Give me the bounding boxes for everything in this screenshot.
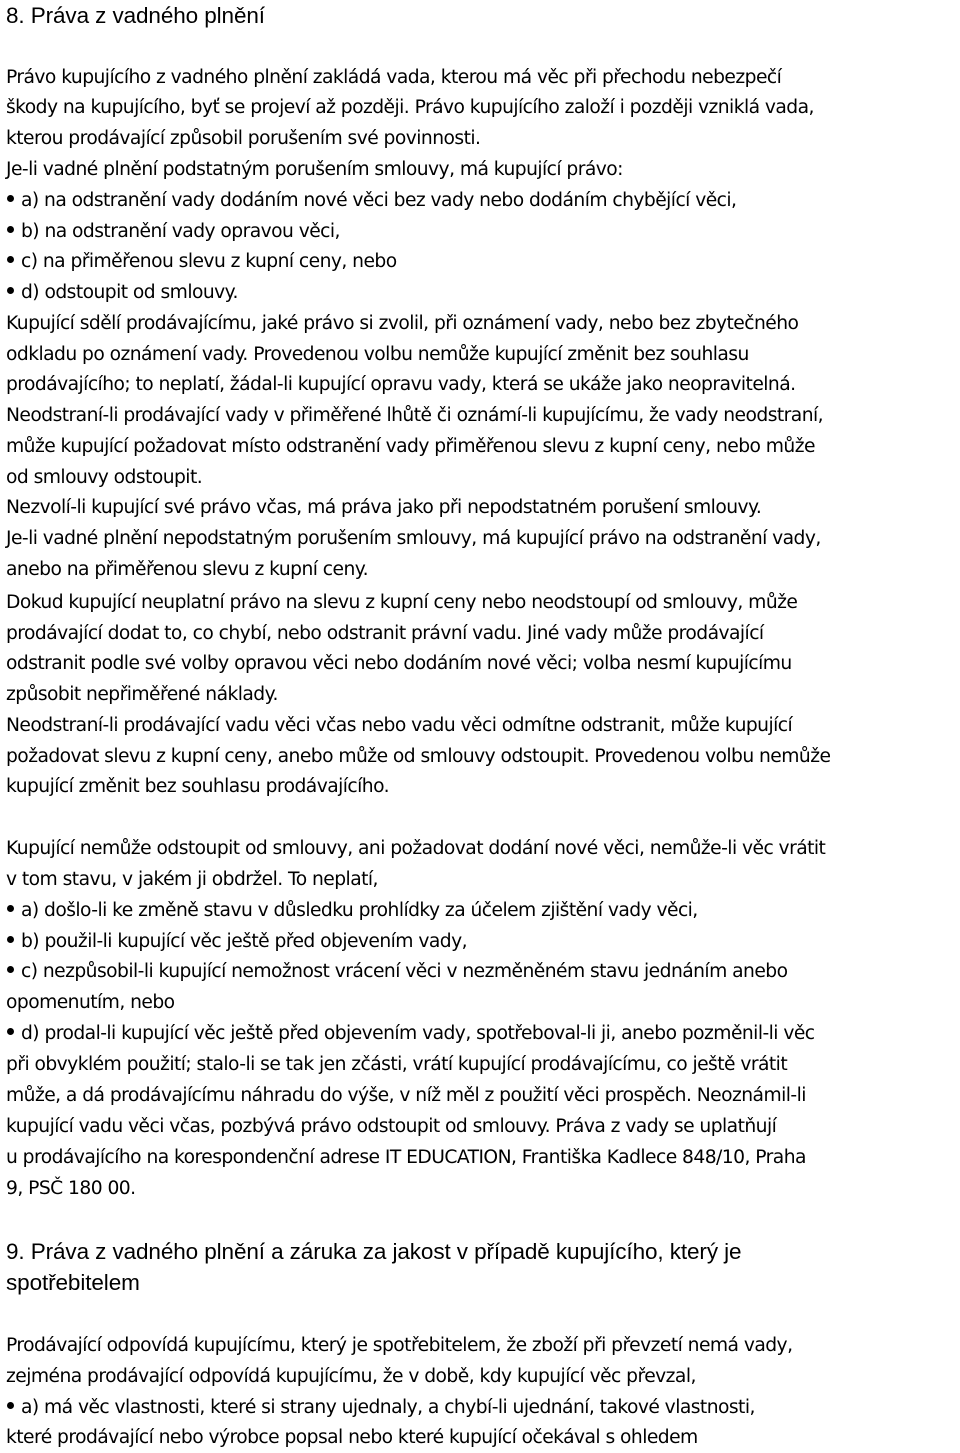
- list-item: [7, 926, 467, 957]
- paragraph-line: způsobit nepřiměřené náklady.: [6, 684, 278, 705]
- bullet-dot-icon: [7, 936, 14, 943]
- list-item: [7, 1392, 755, 1423]
- paragraph-line: Kupující sdělí prodávajícímu, jaké právo si zvolil, při oznámení vady, nebo bez zbytečného: [6, 313, 799, 334]
- bullet-dot-icon: [7, 905, 14, 912]
- bullet-dot-icon: [7, 966, 14, 973]
- paragraph-line: může kupující požadovat místo odstranění vady přiměřenou slevu z kupní ceny, nebo může: [6, 436, 815, 457]
- list-item: [7, 277, 238, 308]
- paragraph-line: Je-li vadné plnění nepodstatným porušením smlouvy, má kupující právo na odstranění vady,: [6, 528, 821, 549]
- list-item-text: c) nezpůsobil-li kupující nemožnost vrácení věci v nezměněném stavu jednáním anebo: [21, 961, 788, 982]
- list-item: [7, 1018, 815, 1049]
- paragraph-line: odkladu po oznámení vady. Provedenou volbu nemůže kupující změnit bez souhlasu: [6, 344, 749, 365]
- paragraph-line: zejména prodávající odpovídá kupujícímu, že v době, kdy kupující věc převzal,: [6, 1366, 696, 1387]
- paragraph-line: u prodávajícího na korespondenční adrese IT EDUCATION, Františka Kadlece 848/10, Praha: [6, 1147, 806, 1168]
- paragraph-line: kterou prodávající způsobil porušením své povinnosti.: [6, 128, 481, 149]
- bullet-dot-icon: [7, 1402, 14, 1409]
- paragraph-line: požadovat slevu z kupní ceny, anebo může od smlouvy odstoupit. Provedenou volbu nemůže: [6, 746, 831, 767]
- list-item: [7, 895, 698, 926]
- list-item: [7, 185, 736, 216]
- paragraph-line: odstranit podle své volby opravou věci nebo dodáním nové věci; volba nesmí kupujícímu: [6, 653, 792, 674]
- list-item-text: c) na přiměřenou slevu z kupní ceny, nebo: [21, 251, 397, 272]
- paragraph-line: anebo na přiměřenou slevu z kupní ceny.: [6, 559, 368, 580]
- paragraph-line: 9, PSČ 180 00.: [6, 1178, 136, 1199]
- list-item: [7, 246, 397, 277]
- paragraph-line: od smlouvy odstoupit.: [6, 467, 203, 488]
- paragraph-line: Právo kupujícího z vadného plnění zakládá vada, kterou má věc při přechodu nebezpečí: [6, 67, 782, 88]
- list-item-text: b) použil-li kupující věc ještě před objevením vady,: [21, 931, 467, 952]
- paragraph-line: opomenutím, nebo: [6, 992, 175, 1013]
- list-item-text: d) prodal-li kupující věc ještě před objevením vady, spotřeboval-li ji, anebo pozměnil-li věc: [21, 1023, 815, 1044]
- paragraph-line: kupující změnit bez souhlasu prodávajícího.: [6, 776, 390, 797]
- bullet-dot-icon: [7, 1028, 14, 1035]
- paragraph-line: Kupující nemůže odstoupit od smlouvy, ani požadovat dodání nové věci, nemůže-li věc vrátit: [6, 838, 826, 859]
- list-item-text: b) na odstranění vady opravou věci,: [21, 221, 340, 242]
- paragraph-line: může, a dá prodávajícímu náhradu do výše, v níž měl z použití věci prospěch. Neoznámil-li: [6, 1085, 806, 1106]
- paragraph-line: kupující vadu věci včas, pozbývá právo odstoupit od smlouvy. Práva z vady se uplatňují: [6, 1116, 777, 1137]
- paragraph-line: prodávajícího; to neplatí, žádal-li kupující opravu vady, která se ukáže jako neopravitelná.: [6, 374, 796, 395]
- bullet-dot-icon: [7, 287, 14, 294]
- paragraph-line: škody na kupujícího, byť se projeví až později. Právo kupujícího založí i později vzniklá vada,: [6, 97, 814, 118]
- bullet-dot-icon: [7, 195, 14, 202]
- paragraph-line: v tom stavu, v jakém ji obdržel. To neplatí,: [6, 869, 378, 890]
- list-item-text: a) má věc vlastnosti, které si strany ujednaly, a chybí-li ujednání, takové vlastnosti,: [21, 1397, 755, 1418]
- section-9-heading-line2: spotřebitelem: [6, 1270, 140, 1295]
- section-8-heading: 8. Práva z vadného plnění: [6, 3, 265, 28]
- paragraph-line: Nezvolí-li kupující své právo včas, má práva jako při nepodstatném porušení smlouvy.: [6, 497, 762, 518]
- paragraph-line: prodávající dodat to, co chybí, nebo odstranit právní vadu. Jiné vady může prodávající: [6, 623, 764, 644]
- list-item: [7, 216, 340, 247]
- list-item-text: a) došlo-li ke změně stavu v důsledku prohlídky za účelem zjištění vady věci,: [21, 900, 698, 921]
- list-item-text: d) odstoupit od smlouvy.: [21, 282, 238, 303]
- paragraph-line: Neodstraní-li prodávající vadu věci včas nebo vadu věci odmítne odstranit, může kupující: [6, 715, 793, 736]
- paragraph-line: Prodávající odpovídá kupujícímu, který je spotřebitelem, že zboží při převzetí nemá vady,: [6, 1335, 793, 1356]
- bullet-dot-icon: [7, 256, 14, 263]
- section-9-heading-line1: 9. Práva z vadného plnění a záruka za jakost v případě kupujícího, který je: [6, 1239, 742, 1264]
- paragraph-line: které prodávající nebo výrobce popsal nebo které kupující očekával s ohledem: [6, 1427, 698, 1448]
- paragraph-line: Je-li vadné plnění podstatným porušením smlouvy, má kupující právo:: [6, 159, 623, 180]
- paragraph-line: při obvyklém použití; stalo-li se tak jen zčásti, vrátí kupující prodávajícímu, co ještě vrátit: [6, 1054, 788, 1075]
- paragraph-line: Neodstraní-li prodávající vady v přiměřené lhůtě či oznámí-li kupujícímu, že vady neodstraní,: [6, 405, 824, 426]
- list-item: [7, 956, 787, 987]
- list-item-text: a) na odstranění vady dodáním nové věci bez vady nebo dodáním chybějící věci,: [21, 190, 737, 211]
- bullet-dot-icon: [7, 226, 14, 233]
- paragraph-line: Dokud kupující neuplatní právo na slevu z kupní ceny nebo neodstoupí od smlouvy, může: [6, 592, 798, 613]
